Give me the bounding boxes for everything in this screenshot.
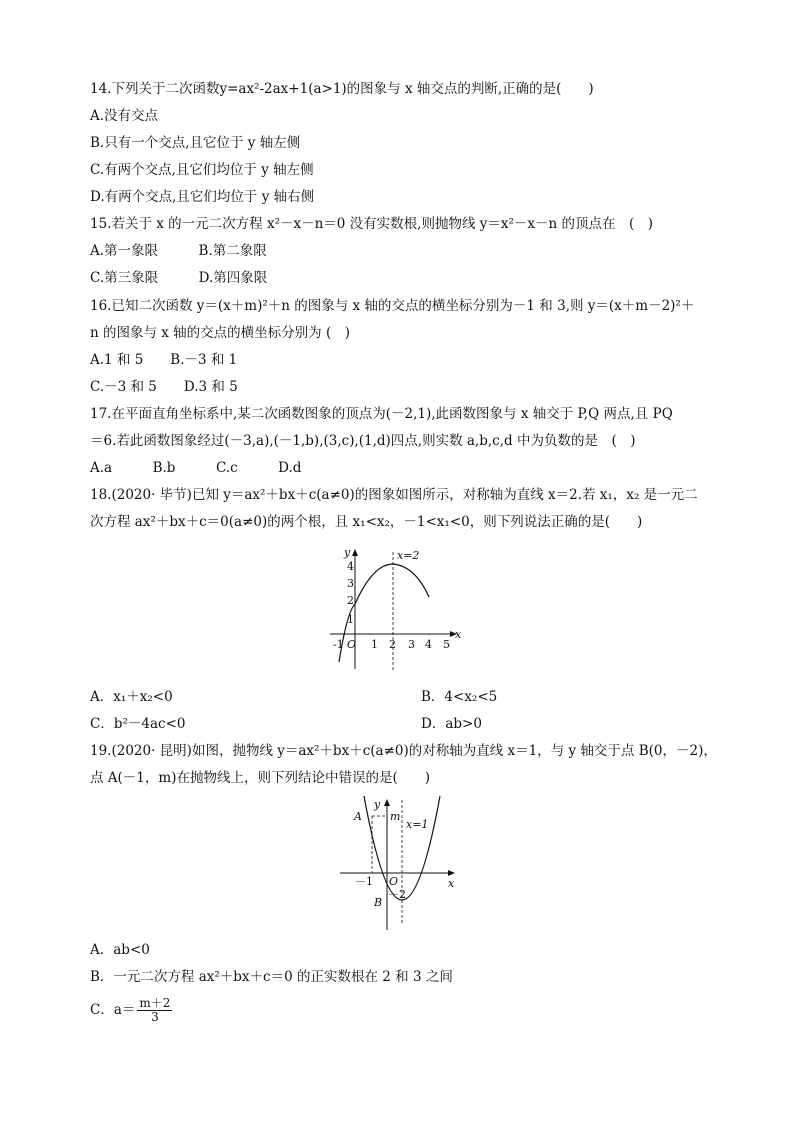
q18-figure (325, 542, 465, 672)
q19-axis-label: x=1 (406, 818, 429, 831)
q18-origin: O (347, 638, 357, 651)
q18-y-label: y (344, 546, 351, 559)
q19-origin: O (389, 875, 399, 888)
q18-x-label: x (455, 628, 462, 641)
q18-x-tick: -1 (333, 638, 344, 651)
q14-stem: 14.下列关于二次函数y=ax²-2ax+1(a>1)的图象与 x 轴交点的判断,正确的是( ) (90, 81, 594, 97)
q14-option-d: D.有两个交点,且它们均位于 y 轴右侧 (90, 189, 315, 205)
q19-neg1-label: －1 (355, 875, 373, 888)
q16-stem-line1: 16.已知二次函数 y＝(x＋m)²＋n 的图象与 x 轴的交点的横坐标分别为－1 和 3,则 y＝(x＋m－2)²＋ (90, 298, 695, 314)
q17-stem-line1: 17.在平面直角坐标系中,某二次函数图象的顶点为(－2,1),此函数图象与 x 轴交于 P,Q 两点,且 PQ (90, 406, 673, 422)
q15-options-cd: C.第三象限 D.第四象限 (90, 270, 268, 286)
q18-y-tick: 1 (347, 613, 354, 626)
q16-options-ab: A.1 和 5 B.－3 和 1 (90, 352, 238, 368)
q14-option-a: A.没有交点 (90, 108, 159, 124)
q18-axis-label: x=2 (397, 549, 420, 562)
q18-x-tick: 2 (389, 638, 396, 651)
q19-fraction-denominator: 3 (151, 1010, 159, 1024)
q17-options: A.a B.b C.c D.d (90, 460, 302, 476)
q19-option-a: A．ab<0 (90, 942, 150, 958)
q18-x-tick: 5 (443, 638, 450, 651)
q19-stem-line1: 19.(2020· 昆明)如图，抛物线 y＝ax²＋bx＋c(a≠0)的对称轴为直线 x＝1，与 y 轴交于点 B(0，－2)， (90, 743, 717, 759)
q19-option-c (90, 997, 172, 1024)
q19-option-b: B．一元二次方程 ax²＋bx＋c＝0 的正实数根在 2 和 3 之间 (90, 969, 453, 985)
q19-fraction-numerator: m＋2 (139, 996, 171, 1010)
q19-point-b: B (374, 896, 383, 909)
q19-figure (338, 794, 463, 932)
q19-stem-line2: 点 A(－1，m)在抛物线上，则下列结论中错误的是( ) (90, 770, 430, 786)
q19-option-c-fraction (137, 997, 172, 1024)
q19-y-label: y (374, 798, 381, 811)
q17-stem-line2: ＝6.若此函数图象经过(－3,a),(－1,b),(3,c),(1,d)四点,则实数 a,b,c,d 中为负数的是 ( ) (90, 433, 636, 449)
q19-neg2-label: －2 (388, 888, 406, 901)
q18-option-d: D．ab>0 (421, 716, 482, 732)
q19-point-a: A (354, 810, 362, 823)
q19-option-c-prefix: C．a＝ (90, 1002, 136, 1018)
q18-stem-line2: 次方程 ax²＋bx＋c＝0(a≠0)的两个根，且 x₁<x₂，－1<x₁<0，则下列说法正确的是( ) (90, 514, 643, 530)
q15-stem: 15.若关于 x 的一元二次方程 x²－x－n＝0 没有实数根,则抛物线 y＝x²－x－n 的顶点在 ( ) (90, 216, 654, 232)
q18-y-tick: 3 (347, 577, 354, 590)
q18-option-a: A．x₁＋x₂<0 (90, 689, 173, 705)
q19-x-label: x (448, 877, 455, 890)
q18-y-arrow (352, 549, 358, 556)
q14-option-c: C.有两个交点,且它们均位于 y 轴左侧 (90, 162, 314, 178)
q18-y-tick: 4 (347, 560, 354, 573)
q18-y-tick: 2 (347, 594, 354, 607)
q19-m-label: m (390, 810, 401, 823)
q16-stem-line2: n 的图象与 x 轴的交点的横坐标分别为 ( ) (90, 325, 351, 341)
q14-option-b: B.只有一个交点,且它位于 y 轴左侧 (90, 135, 301, 151)
q19-y-arrow (384, 799, 390, 806)
q16-options-cd: C.－3 和 5 D.3 和 5 (90, 379, 238, 395)
q18-x-tick: 1 (371, 638, 378, 651)
q18-option-c: C．b²－4ac<0 (90, 716, 186, 732)
q19-x-arrow (448, 870, 455, 876)
q18-x-tick: 3 (408, 638, 415, 651)
q18-option-b: B．4<x₂<5 (421, 689, 498, 705)
q15-options-ab: A.第一象限 B.第二象限 (90, 243, 267, 259)
q18-x-tick: 4 (425, 638, 432, 651)
q18-stem-line1: 18.(2020· 毕节)已知 y＝ax²＋bx＋c(a≠0)的图象如图所示，对称轴为直线 x＝2.若 x₁，x₂ 是一元二 (90, 487, 698, 503)
